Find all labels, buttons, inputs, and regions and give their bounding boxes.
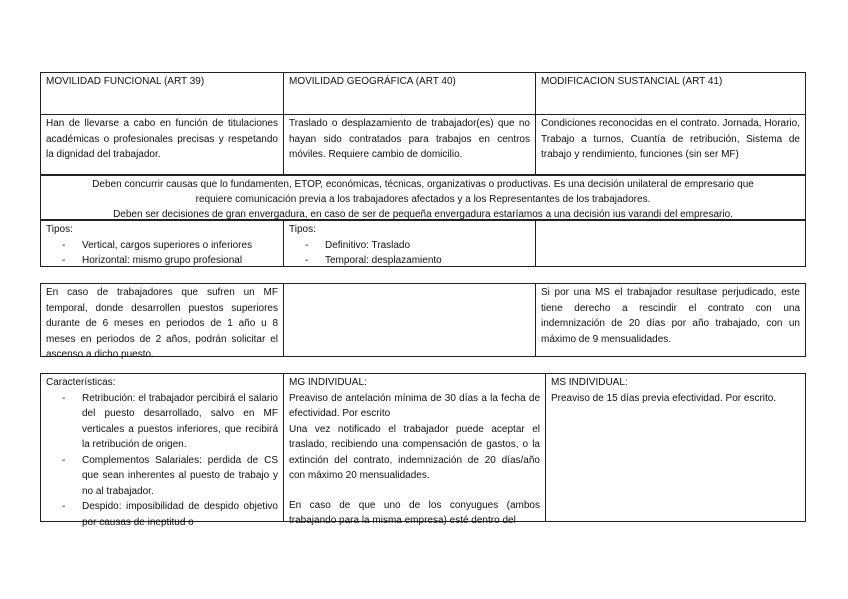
common-line-1: Deben concurrir causas que lo fundamenten, ETOP, económicas, técnicas, organizativas o productivas. Es una decisión unilateral de empresario que bbox=[92, 179, 754, 190]
definitions-row bbox=[40, 114, 806, 175]
tipos-sustancial-empty bbox=[536, 221, 805, 266]
list-item: - Complementos Salariales: perdida de CS que sean inherentes al puesto de trabajo y no al trabajador. bbox=[62, 453, 278, 500]
mg-individual-p2: Una vez notificado el trabajador puede aceptar el traslado, recibiendo una compensación de gastos, o la extinción del contrato, indemnización de 20 días/año con máximo 20 mensualidades. bbox=[289, 423, 540, 481]
mg-individual-p1: Preaviso de antelación mínima de 30 días a la fecha de efectividad. Por escrito bbox=[289, 392, 540, 419]
definition-geografica: Traslado o desplazamiento de trabajador(es) que no hayan sido contratados para trabajos en centros móviles. Requiere cambio de domicilio. bbox=[284, 115, 536, 174]
spacer bbox=[289, 484, 540, 498]
ascenso-funcional: En caso de trabajadores que sufren un MF temporal, donde desarrollen puestos superiores durante de 6 meses en periodos de 1 año u 8 meses en periodos de 2 años, podrán solicitar el ascenso a dicho puesto. bbox=[41, 284, 284, 356]
ascenso-row bbox=[40, 283, 806, 360]
common-line-2: requiere comunicación previa a los trabajadores afectados y a los Representantes de los trabajadores. bbox=[195, 194, 651, 205]
list-item: - Despido: imposibilidad de despido objetivo por causas de ineptitud o bbox=[62, 499, 278, 530]
mg-individual-title: MG INDIVIDUAL: bbox=[289, 377, 367, 388]
mg-individual-p3: En caso de que uno de los conyugues (ambos trabajando para la misma empresa) esté dentro del bbox=[289, 499, 540, 526]
list-item: - Horizontal: mismo grupo profesional bbox=[62, 253, 278, 269]
list-item: - Definitivo: Traslado bbox=[305, 238, 530, 254]
list-item: - Temporal: desplazamiento bbox=[305, 253, 530, 269]
common-causes-row bbox=[40, 175, 806, 220]
definition-funcional: Han de llevarse a cabo en función de titulaciones académicas o profesionales precisas y respetando la dignidad del trabajador. bbox=[41, 115, 284, 174]
common-line-3: Deben ser decisiones de gran envergadura, en caso de ser de pequeña envergadura estaríamos a una decisión ius varandi del empresario. bbox=[113, 209, 733, 220]
ms-individual-p1: Preaviso de 15 días previa efectividad. Por escrito. bbox=[551, 392, 777, 404]
caracteristicas-funcional bbox=[41, 374, 284, 528]
mg-individual bbox=[284, 374, 546, 526]
tipos-row bbox=[40, 220, 806, 267]
list-item: - Vertical, cargos superiores o inferiores bbox=[62, 238, 278, 254]
tipos-geografica bbox=[284, 221, 536, 266]
ascenso-geografica-empty bbox=[284, 284, 536, 356]
tipos-funcional-label: Tipos: bbox=[46, 224, 73, 235]
ms-individual-title: MS INDIVIDUAL: bbox=[551, 377, 628, 388]
list-item: - Retribución: el trabajador percibirá el salario del puesto desarrollado, salvo en MF verticales a puestos inferiores, que recibirá la retribución de origen. bbox=[62, 391, 278, 453]
rescision-sustancial: Si por una MS el trabajador resultase perjudicado, este tiene derecho a rescindir el contrato con una indemnización de 20 días por año trabajado, con un máximo de 9 mensualidades. bbox=[541, 287, 800, 345]
tipos-geografica-label: Tipos: bbox=[289, 224, 316, 235]
header-modificacion-sustancial: MODIFICACION SUSTANCIAL (ART 41) bbox=[541, 76, 723, 87]
tipos-funcional bbox=[41, 221, 284, 266]
caracteristicas-row bbox=[40, 373, 806, 528]
ms-individual bbox=[546, 374, 805, 521]
header-movilidad-geografica: MOVILIDAD GEOGRÁFICA (ART 40) bbox=[284, 73, 536, 114]
definition-sustancial: Condiciones reconocidas en el contrato. Jornada, Horario, Trabajo a turnos, Cuantía de retribución, Sistema de trabajo y rendimiento, funciones (sin ser MF) bbox=[541, 118, 800, 160]
header-movilidad-funcional: MOVILIDAD FUNCIONAL (ART 39) bbox=[41, 73, 284, 114]
caracteristicas-label: Características: bbox=[46, 377, 116, 388]
header-row bbox=[40, 72, 806, 115]
